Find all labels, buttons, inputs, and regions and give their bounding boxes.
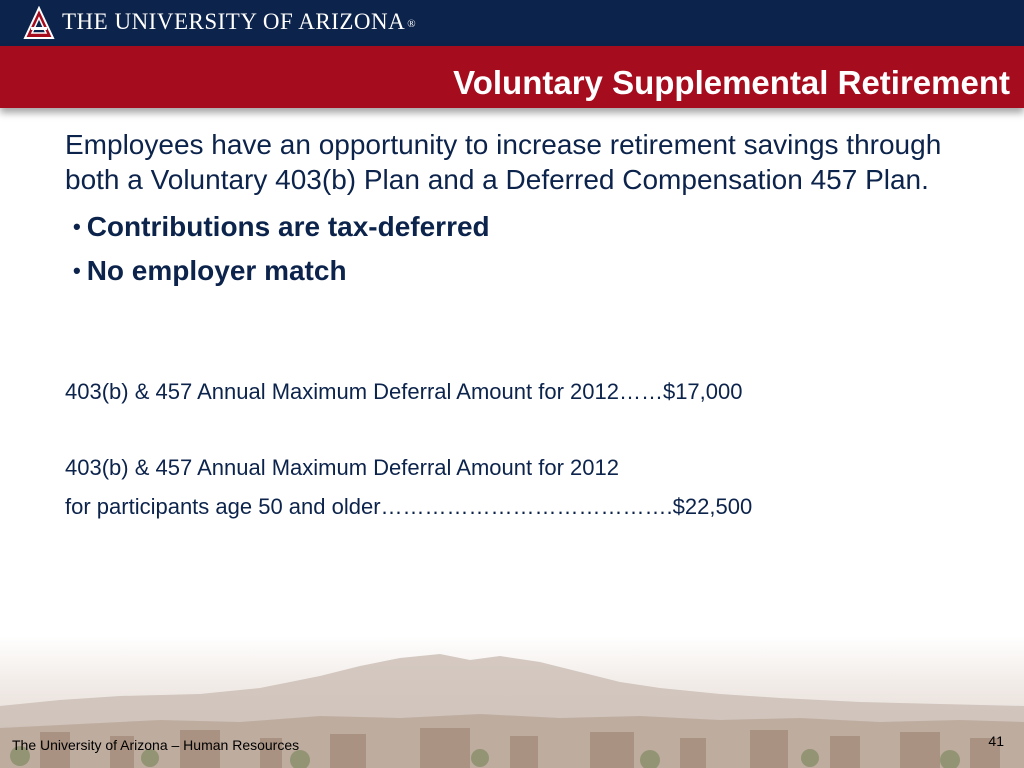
bullet-text: No employer match	[86, 255, 347, 286]
deferral-amount-line: 403(b) & 457 Annual Maximum Deferral Amount for 2012……$17,000	[65, 379, 743, 404]
catchup-deferral-line-2: for participants age 50 and older………………………………….$22,500	[65, 494, 753, 519]
intro-paragraph: Employees have an opportunity to increase retirement savings through both a Voluntary 403(b) Plan and a Deferred Compensation 457 Plan.	[65, 129, 942, 195]
slide-body	[65, 127, 965, 293]
bullet-item	[73, 249, 965, 293]
footer-department: The University of Arizona – Human Resources	[12, 737, 300, 753]
registered-mark: ®	[407, 17, 417, 30]
bullet-dot-icon: •	[73, 258, 81, 283]
bullet-item	[73, 205, 965, 249]
bullet-dot-icon: •	[73, 214, 81, 239]
university-header-bar	[0, 0, 1024, 46]
bullet-text: Contributions are tax-deferred	[86, 211, 490, 242]
university-wordmark	[62, 9, 416, 35]
university-a-logo-icon	[22, 6, 56, 40]
slide-title: Voluntary Supplemental Retirement	[453, 64, 1010, 101]
slide-title-bar	[0, 46, 1024, 108]
catchup-deferral-line-1: 403(b) & 457 Annual Maximum Deferral Amount for 2012	[65, 455, 619, 480]
page-number: 41	[988, 733, 1004, 749]
university-name: THE UNIVERSITY OF ARIZONA	[62, 9, 406, 34]
bullet-list	[73, 205, 965, 293]
